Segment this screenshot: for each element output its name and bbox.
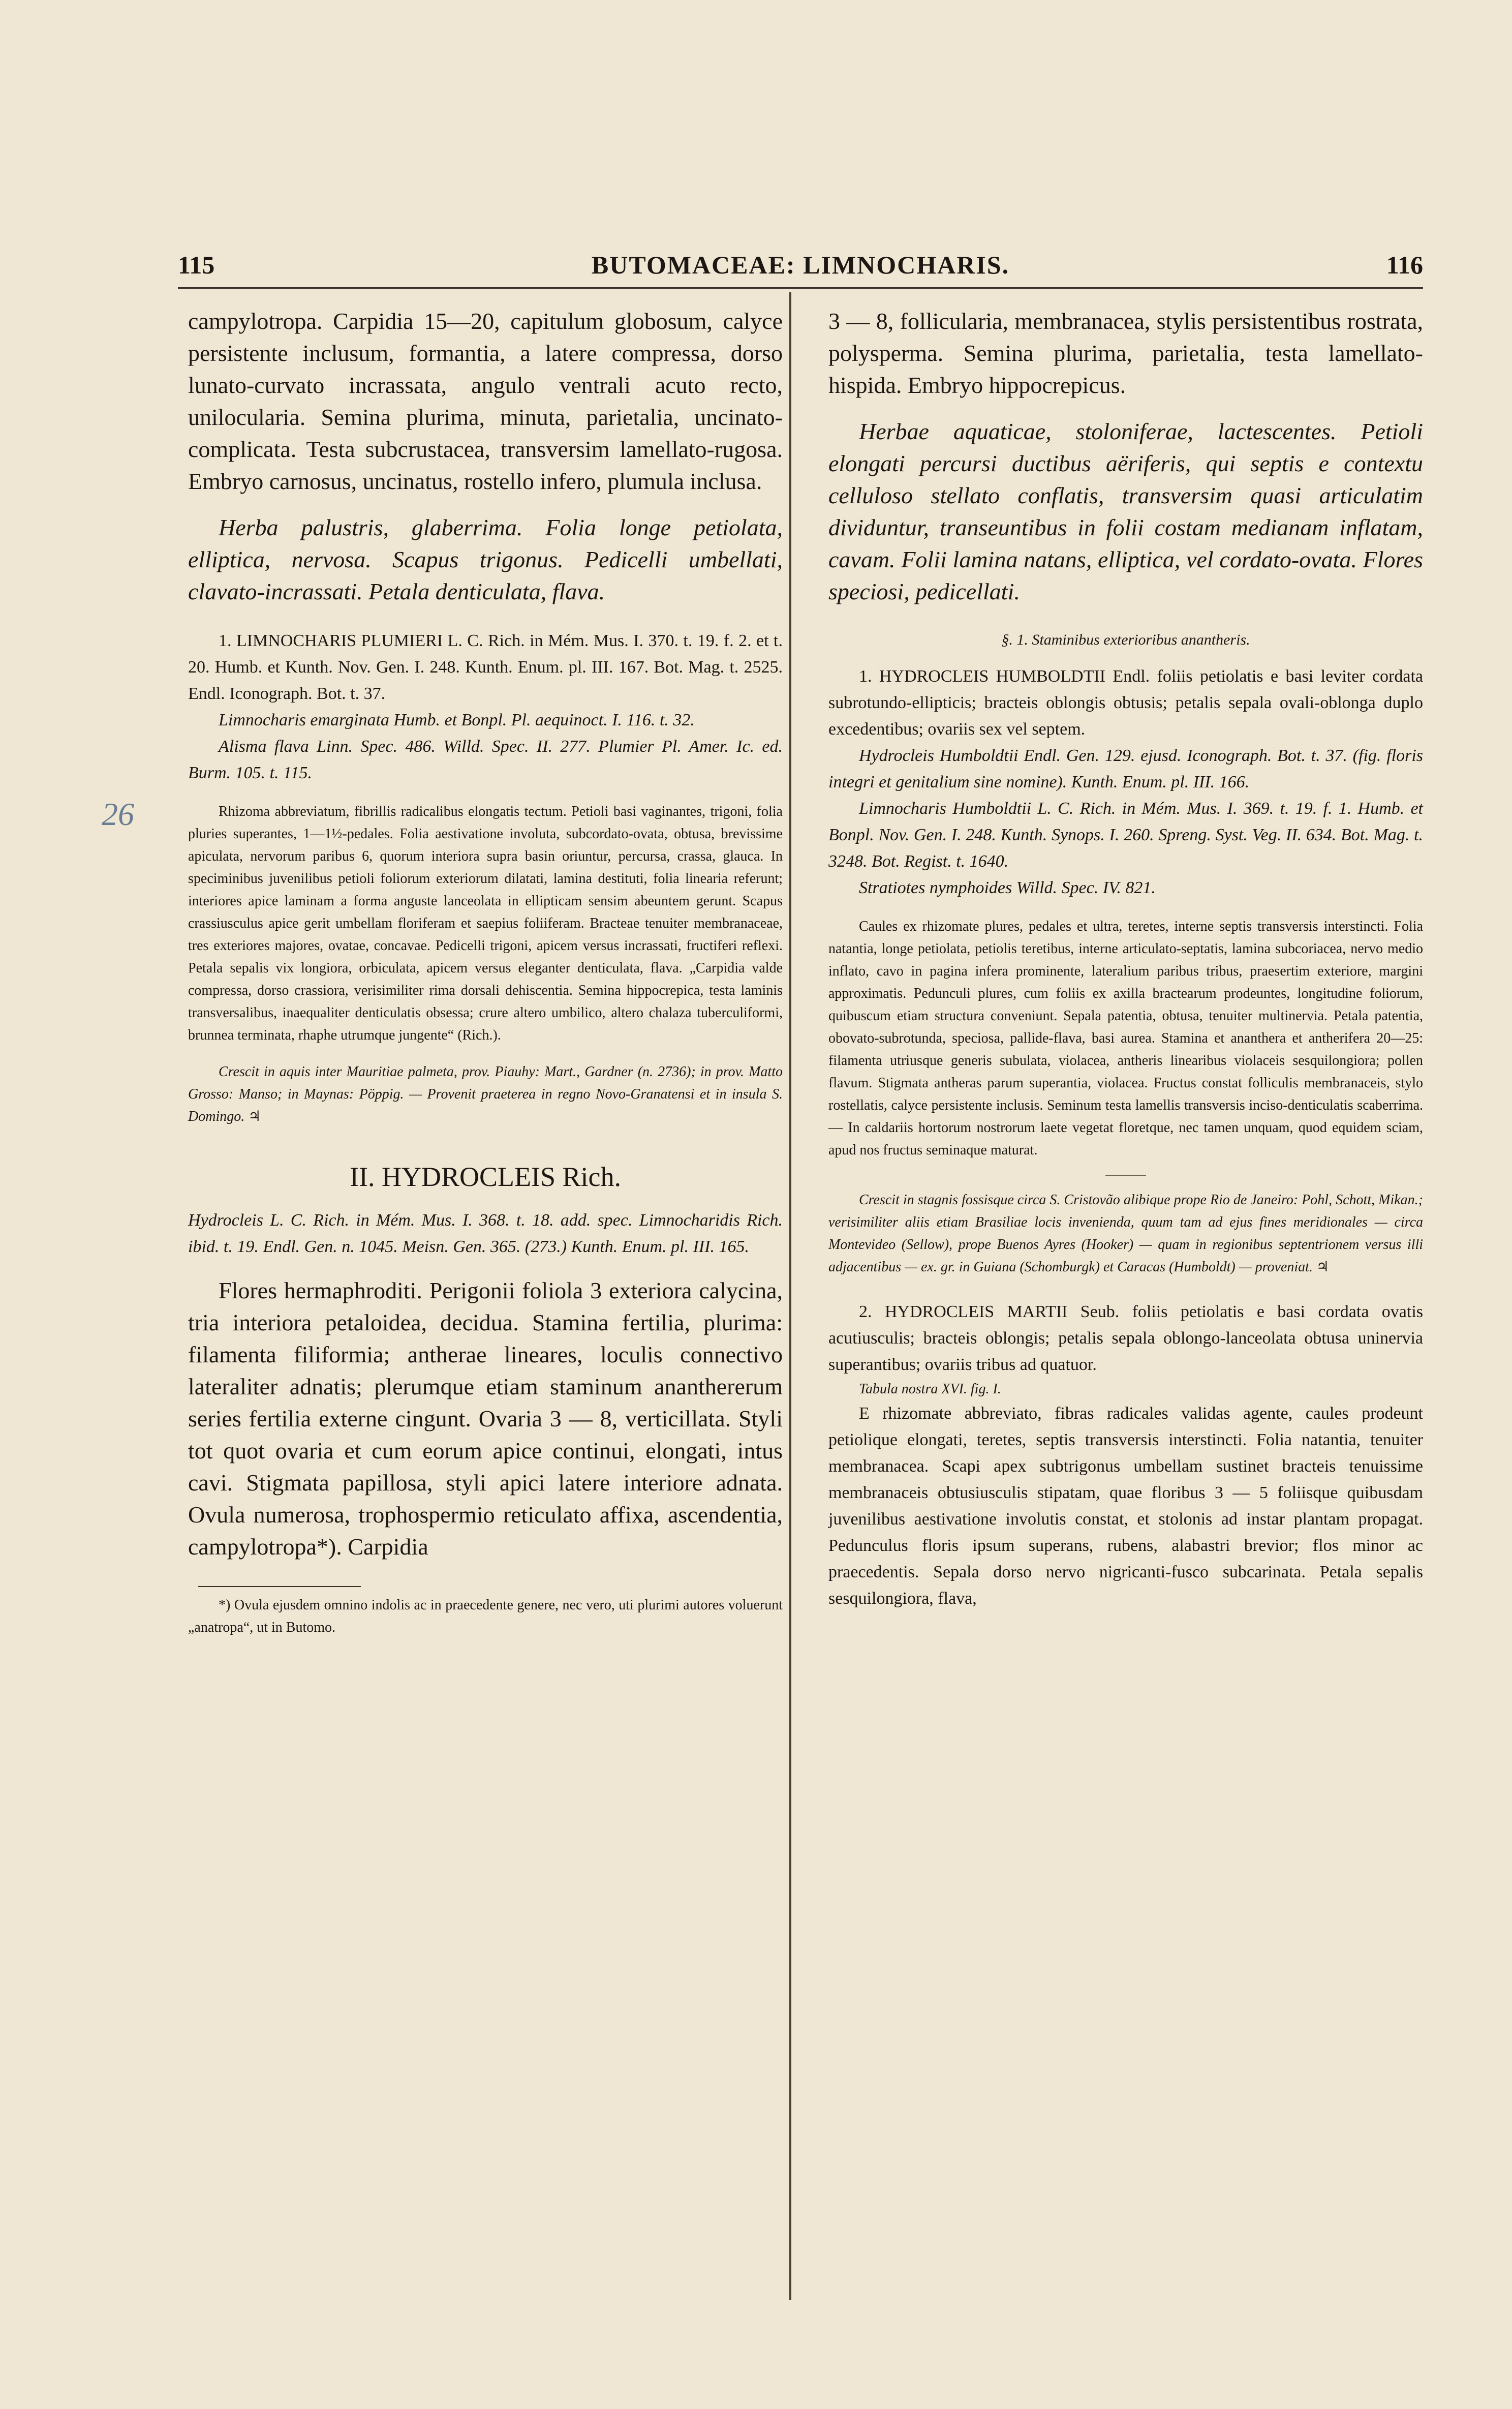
running-title: BUTOMACEAE: LIMNOCHARIS. xyxy=(591,251,1010,279)
habit-description: Herba palustris, glaberrima. Folia longe petiolata, elliptica, nervosa. Scapus trigonus. Pedicelli umbellati, clavato-incrassati. Petala denticulata, flava. xyxy=(188,514,783,604)
header-rule xyxy=(178,287,1423,289)
synonym: Alisma flava Linn. Spec. 486. Willd. Spec. II. 277. Plumier Pl. Amer. Ic. ed. Burm. 105. t. 115. xyxy=(188,737,783,782)
left-column xyxy=(188,305,783,1639)
right-column xyxy=(828,305,1423,1612)
habitat: Crescit in aquis inter Mauritiae palmeta, prov. Piauhy: Mart., Gardner (n. 2736); in prov. Matto Grosso: Manso; in Maynas: Pöppig. — Provenit praeterea in regno Novo-Granatensi et in insula S. Domingo. ♃ xyxy=(188,1064,783,1124)
species-description: Rhizoma abbreviatum, fibrillis radicalibus elongatis tectum. Petioli basi vaginantes, trigoni, folia pluries superantes, 1—1½-pedales. Folia aestivatione involuta, subcordato-ovata, obtusa, brevissime apiculata, nervorum paribus 6, quorum interiora supra basin oriuntur, percursa, crassa, glauca. In speciminibus juvenilibus petioli foliorum exteriorum dilatati, lamina destituti, folia linearia referunt; interiores apice laminam a forma anguste lanceolata in ellipticam sensim abeuntem gerunt. Scapus crassiusculus apice gerit umbellam floriferam et saepius foliiferam. Bracteae tenuiter membranaceae, tres exteriores majores, ovatae, concavae. Pedicelli trigoni, apicem versus incrassati, fructiferi reflexi. Petala sepalis vix longiora, orbiculata, apicem versus eleganter denticulata, flava. „Carpidia valde compressa, dorso crassiora, verisimiliter rima dorsali dehiscentia. Semina hippocrepica, testa laminis transversalibus, inaequaliter denticulatis obsessa; crure altero umbilico, altero chalaza tuberculiformi, brunnea terminata, rhaphe utrumque jungente“ (Rich.). xyxy=(188,804,783,1043)
synonym: Limnocharis emarginata Humb. et Bonpl. Pl. aequinoct. I. 116. t. 32. xyxy=(219,711,695,729)
margin-annotation: 26 xyxy=(102,796,134,832)
footnote: *) Ovula ejusdem omnino indolis ac in praecedente genere, nec vero, uti plurimi autores voluerunt „anatropa“, ut in Butomo. xyxy=(188,1597,783,1635)
plate-reference: Tabula nostra XVI. fig. I. xyxy=(859,1381,1001,1397)
genus-description: Flores hermaphroditi. Perigonii foliola 3 exteriora calycina, tria interiora petaloidea, decidua. Stamina fertilia, plurima: filamenta filiformia; antherae lineares, loculis connectivo lateraliter adnatis; plerumque etiam staminum ananthererum series fertilia externe cingunt. Ovaria 3 — 8, verticillata. Styli tot quot ovaria et cum eorum apice continui, elongati, intus cavi. Stigmata papillosa, styli apici latere interiore adnata. Ovula numerosa, trophospermio reticulato affixa, ascendentia, campylotropa*). Carpidia xyxy=(188,1277,783,1560)
footnote-rule xyxy=(198,1586,361,1587)
habit-description: Herbae aquaticae, stoloniferae, lactescentes. Petioli elongati percursi ductibus aëriferis, qui septis e contextu celluloso stellato conflatis, transversim quasi articulatim dividuntur, transeuntibus in folii costam medianam inflatam, cavam. Folii lamina natans, elliptica, vel cordato-ovata. Flores speciosi, pedicellati. xyxy=(828,418,1423,604)
section-heading: §. 1. Staminibus exterioribus anantheris. xyxy=(1001,631,1250,648)
genus-heading: II. HYDROCLEIS Rich. xyxy=(350,1162,621,1192)
species-description: Caules ex rhizomate plures, pedales et ultra, teretes, interne septis transversis interstincti. Folia natantia, longe petiolata, petiolis teretibus, interne articulato-septatis, lamina subcoriacea, nervo medio inflato, cavo in pagina infera prominente, lateralium paribus tribus, praesertim exteriore, margini approximatis. Pedunculi plures, cum foliis ex axilla bractearum prodeuntes, longitudine foliorum, quibuscum etiam structura conveniunt. Sepala patentia, obtusa, tenuiter multinervia. Petala patentia, obovato-subrotunda, speciosa, pallide-flava, basi aurea. Stamina et ananthera et antherifera 20—25: filamenta utriusque generis subulata, violacea, antheris linearibus violaceis sesquilongiora; pollen flavum. Stigmata antheras parum superantia, violacea. Fructus constat folliculis membranaceis, stylo rostellatis, calyce persistente inclusis. Seminum testa lamellis transversis inciso-denticulatis scaberrima. — In caldariis hortorum nostrorum laete vegetat floretque, nec tamen unquam, quod equidem sciam, apud nos fructus seminaque maturat. xyxy=(828,919,1423,1158)
column-divider xyxy=(789,292,791,2300)
synonym: Limnocharis Humboldtii L. C. Rich. in Mém. Mus. I. 369. t. 19. f. 1. Humb. et Bonpl. Nov. Gen. I. 248. Kunth. Synops. I. 260. Spreng. Syst. Veg. II. 634. Bot. Mag. t. 3248. Bot. Regist. t. 1640. xyxy=(828,799,1423,871)
page-number-left: 115 xyxy=(178,251,215,279)
habitat: Crescit in stagnis fossisque circa S. Cristovão alibique prope Rio de Janeiro: Pohl, Schott, Mikan.; verisimiliter aliis etiam Brasiliae locis invenienda, quum tam ad ejus fines meridionales — circa Montevideo (Sellow), prope Buenos Ayres (Hooker) — quam in regionibus septentrionem versus illi adjacentibus — ex. gr. in Guiana (Schomburgk) et Caracas (Humboldt) — proveniat. ♃ xyxy=(828,1192,1423,1275)
genus-synonymy: Hydrocleis L. C. Rich. in Mém. Mus. I. 368. t. 18. add. spec. Limnocharidis Rich. ibid. t. 19. Endl. Gen. n. 1045. Meisn. Gen. 365. (273.) Kunth. Enum. pl. III. 165. xyxy=(188,1211,783,1256)
species-heading: 2. HYDROCLEIS MARTII Seub. foliis petiolatis e basi cordata ovatis acutiusculis; bracteis oblongis; petalis sepala oblongo-lanceolata obtusa uninervia superantibus; ovariis tribus ad quatuor. xyxy=(828,1302,1423,1374)
species-description: E rhizomate abbreviato, fibras radicales validas agente, caules prodeunt petiolique elongati, teretes, septis transversis interstincti. Folia natantia, tenuiter membranacea. Scapi apex subtrigonus umbellam sustinet bracteis tenuissime membranaceis obtusiusculis stipatam, quae floribus 3 — 5 foliisque quibusdam juvenilibus aestivatione involutis constat, et stolonis ad instar plantam propagat. Pedunculus floris ipsum superans, rubens, alabastri brevior; flos minor ac praecedentis. Sepala dorso nervo nigricanti-fusco subcarinata. Petala sepalis sesquilongiora, flava, xyxy=(828,1404,1423,1608)
species-heading: 1. LIMNOCHARIS PLUMIERI L. C. Rich. in Mém. Mus. I. 370. t. 19. f. 2. et t. 20. Humb. et Kunth. Nov. Gen. I. 248. Kunth. Enum. pl. III. 167. Bot. Mag. t. 2525. Endl. Iconograph. Bot. t. 37. xyxy=(188,631,783,703)
page-number-right: 116 xyxy=(1386,251,1423,279)
synonym: Hydrocleis Humboldtii Endl. Gen. 129. ejusd. Iconograph. Bot. t. 37. (fig. floris integri et genitalium sine nomine). Kunth. Enum. pl. III. 166. xyxy=(828,746,1423,791)
page-header xyxy=(178,245,1423,291)
genus-description-continued: 3 — 8, follicularia, membranacea, stylis persistentibus rostrata, polysperma. Semina plurima, parietalia, testa lamellato-hispida. Embryo hippocrepicus. xyxy=(828,308,1423,398)
genus-description-continued: campylotropa. Carpidia 15—20, capitulum globosum, calyce persistente inclusum, formantia, a latere compressa, dorso lunato-curvato incrassata, angulo ventrali acuto recto, unilocularia. Semina plurima, minuta, parietalia, uncinato-complicata. Testa subcrustacea, transversim lamellato-rugosa. Embryo carnosus, uncinatus, rostello infero, plumula inclusa. xyxy=(188,308,783,494)
synonym: Stratiotes nymphoides Willd. Spec. IV. 821. xyxy=(859,878,1156,897)
species-heading: 1. HYDROCLEIS HUMBOLDTII Endl. foliis petiolatis e basi leviter cordata subrotundo-ellipticis; bracteis oblongis obtusis; petalis sepala ovali-oblonga duplo excedentibus; ovariis sex vel septem. xyxy=(828,667,1423,739)
separator-rule xyxy=(1105,1175,1146,1176)
